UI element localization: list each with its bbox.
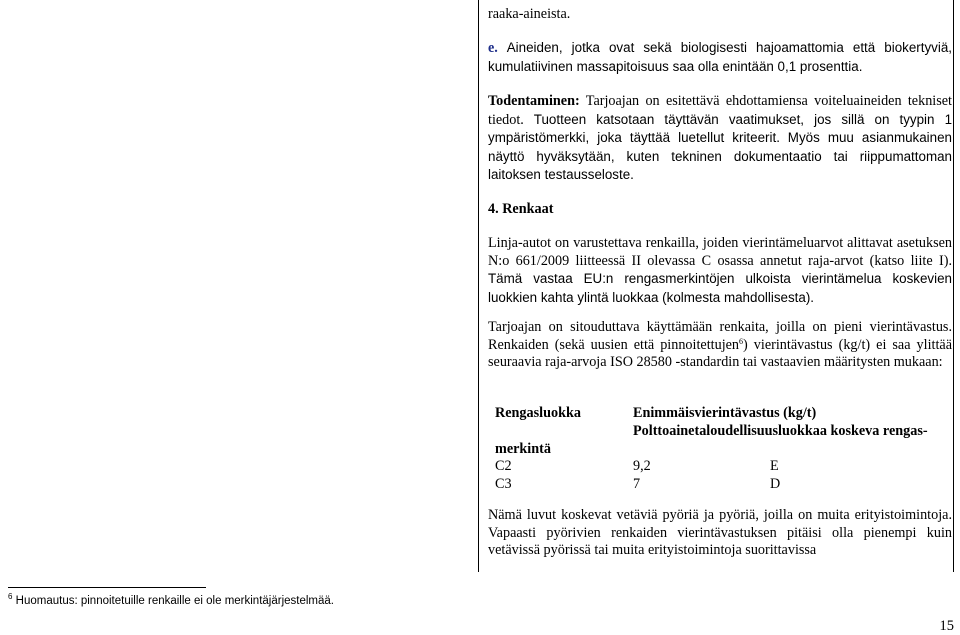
paragraph-raw-materials: raaka-aineista. — [488, 6, 571, 22]
table-cell-label: D — [770, 476, 781, 492]
table-cell-value: 7 — [633, 476, 641, 492]
paragraph-rolling-resistance — [488, 319, 952, 372]
item-letter: e. — [488, 40, 498, 56]
rolling-text-a: Tarjoajan on sitouduttava käyttämään renkaita, joilla on pieni vierintävastus. Renkaiden (sekä uusien että pinnoitettujen — [488, 319, 952, 353]
section-heading: 4. Renkaat — [488, 201, 554, 217]
footnote-text: Huomautus: pinnoitetuille renkaille ei ole merkintäjärjestelmää. — [15, 595, 334, 607]
verification-text-1: Tarjoajan on esitettävä ehdottamiensa voiteluaineiden tekniset tiedot. — [488, 93, 952, 128]
paragraph-verification — [488, 93, 952, 185]
footnote-mark: 6 — [8, 592, 13, 601]
tyres-text-a: Linja-autot on varustettava renkailla, joiden vierintämeluarvot alittavat asetuksen N:o 661/2009 liitteessä II olevassa C osassa annetut raja-arvot (katso liite I). — [488, 235, 952, 269]
verification-label: Todentaminen: — [488, 93, 580, 109]
table-cell-label: E — [770, 458, 779, 474]
table-cell-class: C2 — [495, 458, 512, 474]
table-header-class: Rengasluokka — [495, 405, 581, 421]
table-right-border — [953, 0, 954, 572]
rolling-text-b: ) vierintävastus (kg/t) ei saa ylittää seuraavia raja-arvoja ISO 28580 -standardin tai vastaavien määritysten mukaan: — [488, 336, 952, 370]
paragraph-drive-wheels: Nämä luvut koskevat vetäviä pyöriä ja pyöriä, joilla on muita erityistoimintoja. Vapaasti pyörivien renkaiden vierintävastuksen pitäisi olla pienempi kuin vetävissä pyörissä tai muita erityistoimintoja suorittavissa — [488, 507, 952, 558]
paragraph-tyres — [488, 235, 952, 307]
footnote-ref: 6 — [739, 336, 744, 346]
table-header-label-line1: Polttoainetaloudellisuusluokkaa koskeva rengas- — [633, 423, 928, 439]
table-cell-class: C3 — [495, 476, 512, 492]
verification-text-2: Tuotteen katsotaan täyttävän vaatimukset, jos sillä on tyypin 1 ympäristömerkki, joka täyttää luetellut kriteerit. — [488, 111, 953, 145]
table-left-border — [478, 0, 479, 572]
page-number: 15 — [939, 618, 954, 634]
tyres-text-b: Tämä vastaa EU:n rengasmerkintöjen ulkoista vierintämelua koskevien luokkien kahta ylintä luokkaa (kolmesta mahdollisesta). — [488, 271, 952, 305]
paragraph-e — [488, 39, 952, 76]
verification-text-3: Myös muu asianmukainen näyttö hyväksytään, kuten tekninen dokumentaatio tai riippumattoman laitoksen testausseloste. — [488, 130, 953, 182]
table-cell-value: 9,2 — [633, 458, 651, 474]
item-text: Aineiden, jotka ovat sekä biologisesti hajoamattomia että biokertyviä, kumulatiivinen massapitoisuus saa olla enintään 0,1 prosenttia. — [488, 40, 952, 74]
table-header-label-line2: merkintä — [495, 441, 551, 457]
table-header-resistance: Enimmäisvierintävastus (kg/t) — [633, 405, 817, 421]
resistance-table — [495, 405, 950, 495]
footnote-separator — [8, 587, 206, 588]
footnote — [8, 594, 334, 608]
